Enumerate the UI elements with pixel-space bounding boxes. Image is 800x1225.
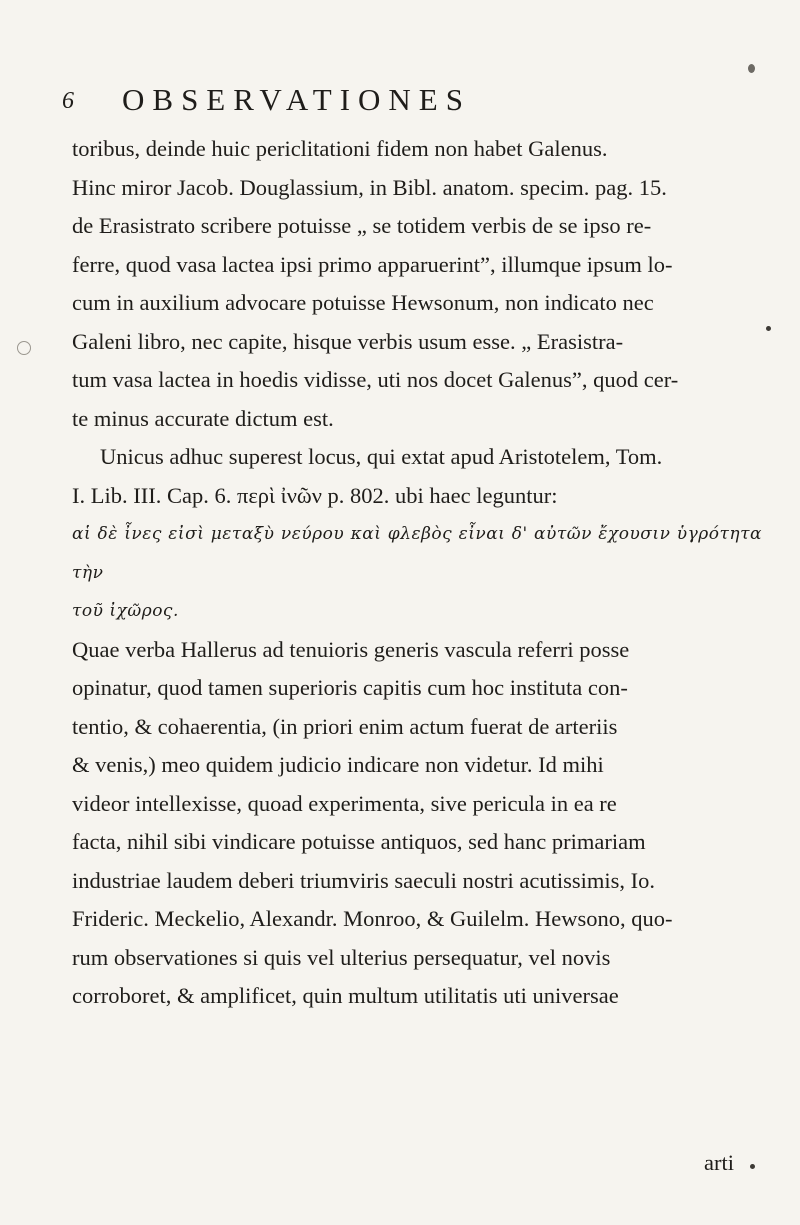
text-line: videor intellexisse, quoad experimenta, sive pericula in ea re <box>72 790 617 816</box>
text-line: I. Lib. III. Cap. 6. περὶ ἰνῶν p. 802. ubi haec leguntur: <box>72 482 558 508</box>
text-line: opinatur, quod tamen superioris capitis cum hoc instituta con- <box>72 675 628 700</box>
running-head <box>62 82 762 122</box>
text-line: Unicus adhuc superest locus, qui extat apud Aristotelem, Tom. <box>100 444 663 469</box>
text-line: Frideric. Meckelio, Alexandr. Monroo, & Guilelm. Hewsono, quo- <box>72 906 673 931</box>
text-line: cum in auxilium advocare potuisse Hewsonum, non indicato nec <box>72 290 654 315</box>
ink-spot <box>750 1164 755 1169</box>
text-line: toribus, deinde huic periclitationi fidem non habet Galenus. <box>72 136 608 161</box>
margin-hole <box>17 341 31 355</box>
ink-spot <box>748 64 755 73</box>
text-line: corroboret, & amplificet, quin multum utilitatis uti universae <box>72 983 619 1008</box>
text-line: de Erasistrato scribere potuisse „ se totidem verbis de se ipso re- <box>72 213 652 238</box>
greek-quotation-line: τοῦ ἰχῶρος. <box>72 601 179 621</box>
ink-spot <box>766 326 771 331</box>
running-title: OBSERVATIONES <box>122 82 471 117</box>
body-text <box>72 130 762 1016</box>
text-line: Galeni libro, nec capite, hisque verbis usum esse. „ Erasistra- <box>72 328 624 354</box>
text-line: & venis,) meo quidem judicio indicare non videtur. Id mihi <box>72 752 604 777</box>
text-line: Hinc miror Jacob. Douglassium, in Bibl. anatom. specim. pag. 15. <box>72 174 667 200</box>
text-line: te minus accurate dictum est. <box>72 405 334 431</box>
text-line: industriae laudem deberi triumviris saeculi nostri acutissimis, Io. <box>72 867 656 893</box>
text-line: facta, nihil sibi vindicare potuisse antiquos, sed hanc primariam <box>72 829 646 854</box>
greek-quotation-line: αἱ δὲ ἶνες εἰσὶ μεταξὺ νεύρου καὶ φλεβὸς εἶναι δ' αὐτῶν ἔχουσιν ὑγρότητα τὴν <box>72 524 762 583</box>
text-line: rum observationes si quis vel ulterius persequatur, vel novis <box>72 944 611 970</box>
text-line: tentio, & cohaerentia, (in priori enim actum fuerat de arteriis <box>72 713 618 739</box>
text-line: Quae verba Hallerus ad tenuioris generis vascula referri posse <box>72 636 630 662</box>
catchword: arti <box>704 1150 734 1175</box>
page-number: 6 <box>62 88 74 114</box>
text-line: tum vasa lactea in hoedis vidisse, uti nos docet Galenus”, quod cer- <box>72 367 679 392</box>
text-line: ferre, quod vasa lactea ipsi primo apparuerint”, illumque ipsum lo- <box>72 251 673 277</box>
